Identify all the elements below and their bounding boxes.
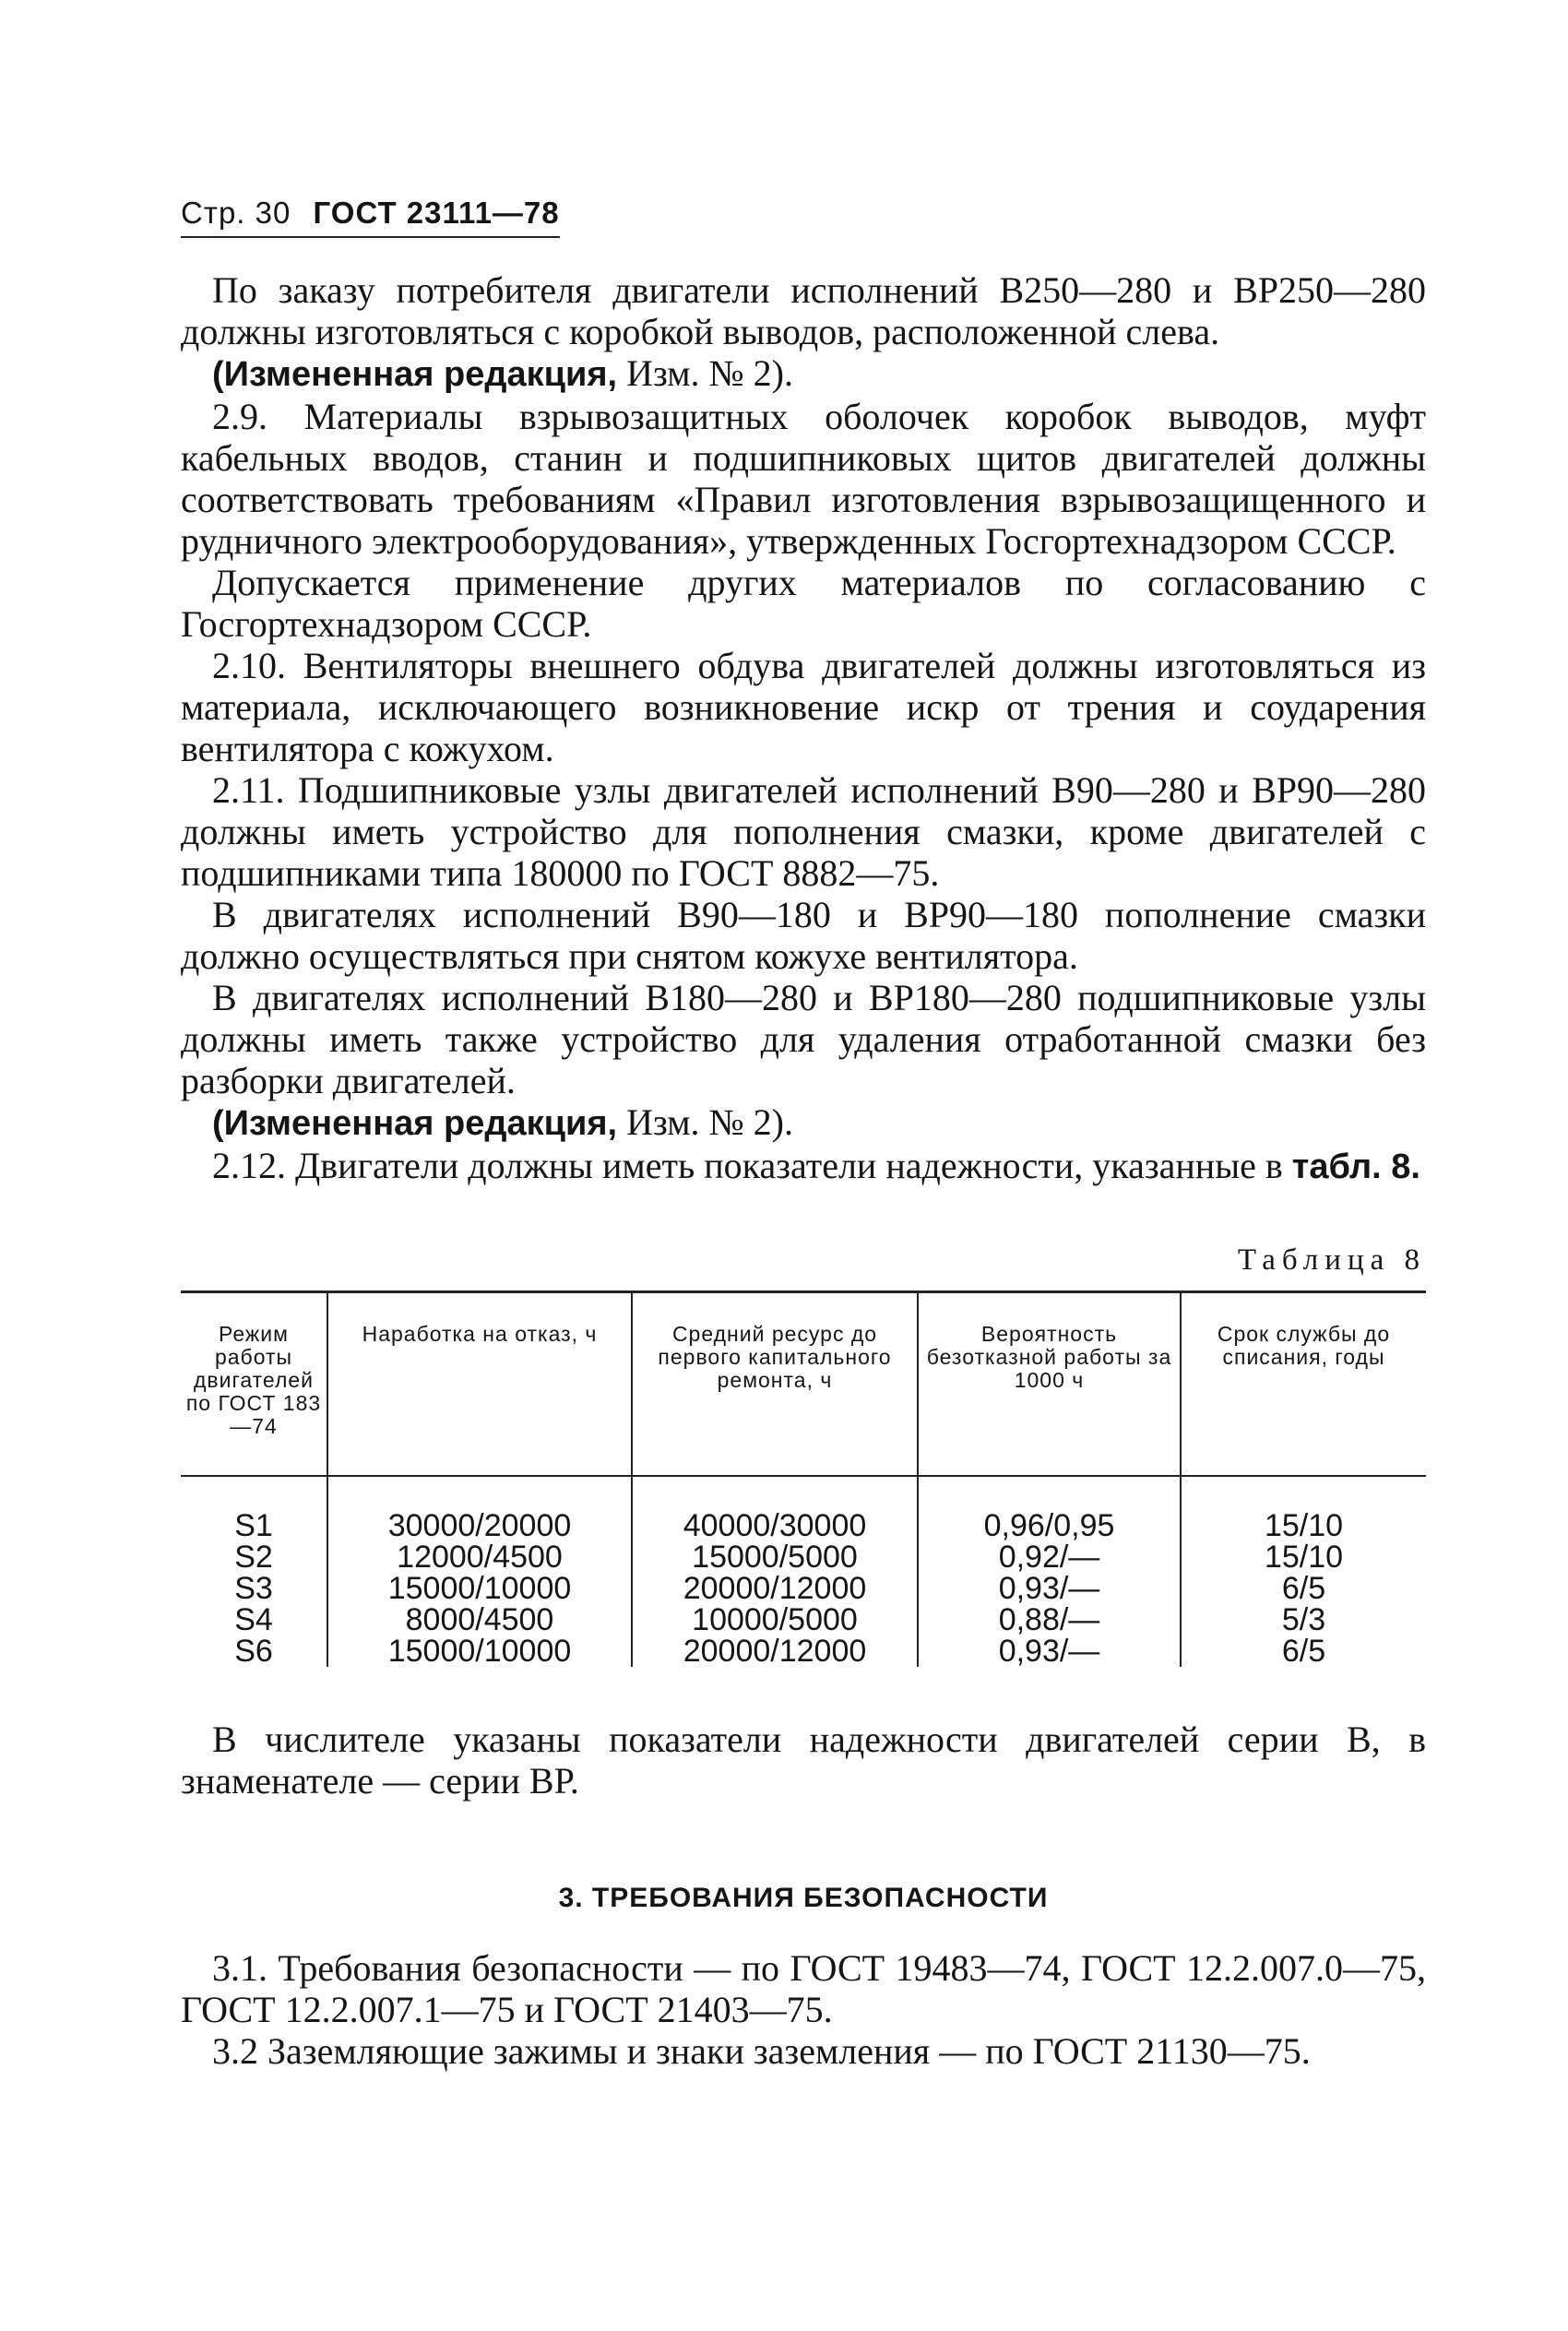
change-note-2: [181, 1101, 1426, 1145]
table-row: [181, 1476, 1426, 1667]
header-resource: Средний ресурс до первого капитального ремонта, ч: [632, 1292, 918, 1477]
paragraph-2-9: 2.9. Материалы взрывозащитных оболочек коробок выводов, муфт кабельных вводов, станин и подшипниковых щитов двигателей должны соответствовать требованиям «Правил изготовления взрывозащищенного и рудничного электрооборудования», утвержденных Госгортехнадзором СССР.: [181, 396, 1426, 562]
paragraph-order-left-box: По заказу потребителя двигатели исполнений В250—280 и ВР250—280 должны изготовляться с коробкой выводов, расположенной слева.: [181, 269, 1426, 352]
paragraph-lubrication-90-180: В двигателях исполнений В90—180 и ВР90—180 пополнение смазки должно осуществляться при снятом кожухе вентилятора.: [181, 894, 1426, 977]
paragraph-2-12: [181, 1145, 1426, 1188]
cell-service-life: 15/10 15/10 6/5 5/3 6/5: [1181, 1476, 1426, 1667]
change-note-1: [181, 352, 1426, 396]
change-note-ref: Изм. № 2).: [617, 352, 793, 394]
paragraph-2-11: 2.11. Подшипниковые узлы двигателей исполнений В90—280 и ВР90—280 должны иметь устройство для пополнения смазки, кроме двигателей с подшипниками типа 180000 по ГОСТ 8882—75.: [181, 769, 1426, 894]
section-3-title: 3. ТРЕБОВАНИЯ БЕЗОПАСНОСТИ: [558, 1883, 1049, 1913]
cell-probability: 0,96/0,95 0,92/— 0,93/— 0,88/— 0,93/—: [918, 1476, 1181, 1667]
page-content: [181, 269, 1426, 2072]
table-header-row: [181, 1292, 1426, 1477]
standard-number: ГОСТ 23111—78: [313, 196, 560, 230]
paragraph-3-1: 3.1. Требования безопасности — по ГОСТ 19483—74, ГОСТ 12.2.007.0—75, ГОСТ 12.2.007.1—75 и ГОСТ 21403—75.: [181, 1947, 1426, 2030]
table-title: Таблица 8: [1237, 1243, 1426, 1277]
page-number: Стр. 30: [181, 196, 291, 230]
paragraph-lubrication-180-280: В двигателях исполнений В180—280 и ВР180—280 подшипниковые узлы должны иметь также устройство для удаления отработанной смазки без разборки двигателей.: [181, 977, 1426, 1101]
header-mtbf: Наработка на отказ, ч: [327, 1292, 632, 1477]
paragraph-2-10: 2.10. Вентиляторы внешнего обдува двигателей должны изготовляться из материала, исключающего возникновение искр от трения и соударения вентилятора с кожухом.: [181, 645, 1426, 769]
paragraph-2-12-text: 2.12. Двигатели должны иметь показатели надежности, указанные в: [212, 1145, 1292, 1186]
change-note-ref: Изм. № 2).: [617, 1101, 793, 1143]
cell-mode: S1 S2 S3 S4 S6: [234, 1508, 273, 1669]
paragraph-3-2: 3.2 Заземляющие зажимы и знаки заземления — по ГОСТ 21130—75.: [212, 2030, 1311, 2072]
header-mode: Режим работы двигателей по ГОСТ 183—74: [181, 1292, 327, 1477]
cell-resource: 40000/30000 15000/5000 20000/12000 10000/5000 20000/12000: [632, 1476, 918, 1667]
change-note-label: (Измененная редакция,: [212, 355, 618, 394]
paragraph-materials-allowed: Допускается применение других материалов по согласованию с Госгортехнадзором СССР.: [181, 562, 1426, 645]
table-note: В числителе указаны показатели надежности двигателей серии В, в знаменателе — серии ВР.: [181, 1719, 1426, 1802]
header-probability: Вероятность безотказной работы за 1000 ч: [918, 1292, 1181, 1477]
page-header: [181, 196, 560, 238]
header-service-life: Срок службы до списания, годы: [1181, 1292, 1426, 1477]
reliability-table: [181, 1290, 1426, 1667]
cell-mtbf: 30000/20000 12000/4500 15000/10000 8000/4500 15000/10000: [327, 1476, 632, 1667]
change-note-label: (Измененная редакция,: [212, 1104, 618, 1143]
table-reference: табл. 8.: [1291, 1148, 1420, 1186]
